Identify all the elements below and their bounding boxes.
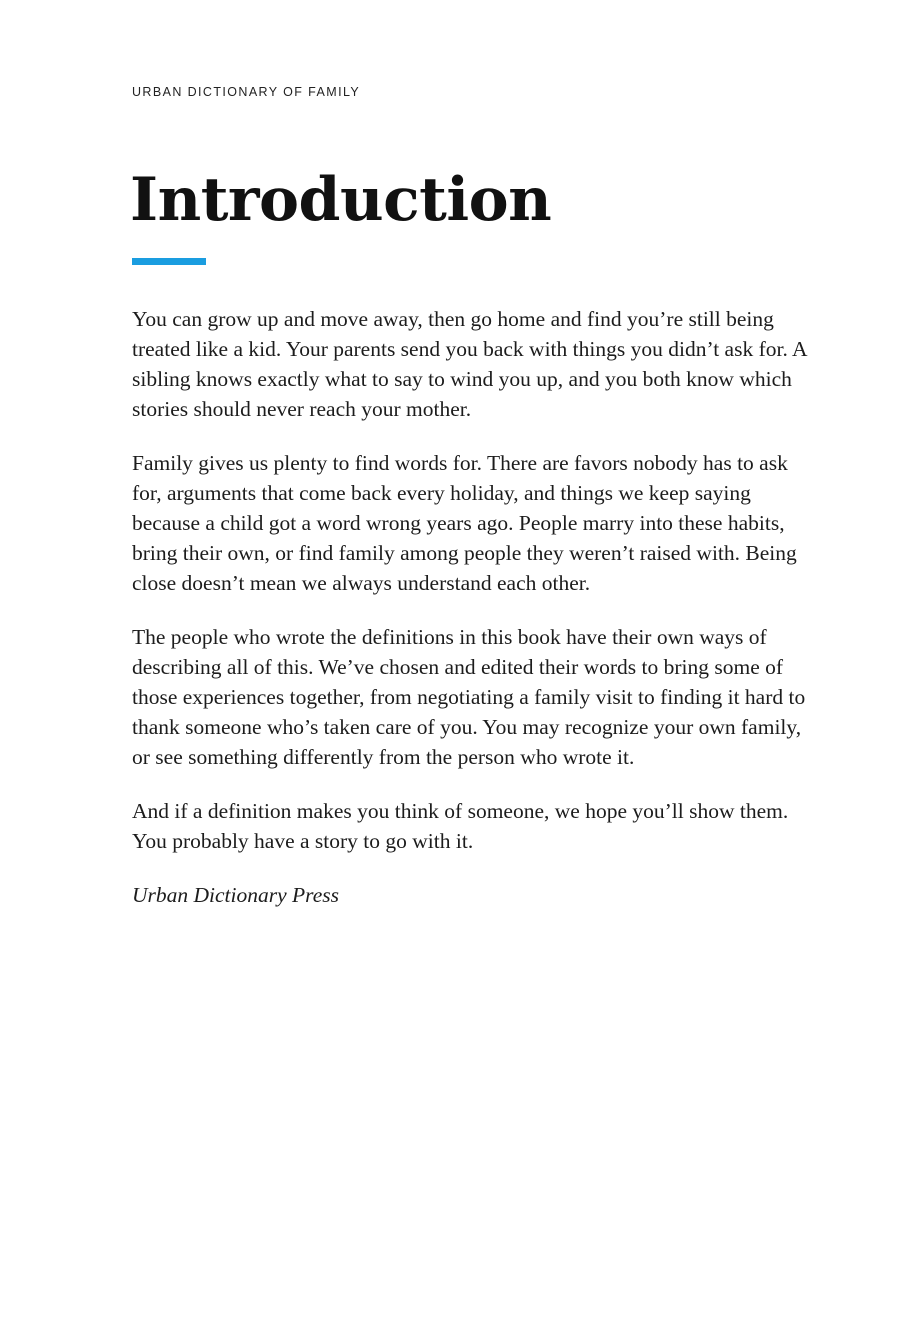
title-accent-rule bbox=[132, 258, 206, 265]
running-head: URBAN DICTIONARY OF FAMILY bbox=[132, 85, 361, 99]
paragraph: Family gives us plenty to find words for. There are favors nobody has to ask for, arguments that come back every holiday, and things we keep saying because a child got a word wrong years ago. People marry into these habits, bring their own, or find family among people they weren’t raised with. Being close doesn’t mean we always understand each other. bbox=[132, 451, 797, 595]
signature: Urban Dictionary Press bbox=[132, 883, 340, 907]
paragraph: And if a definition makes you think of someone, we hope you’ll show them. You probably have a story to go with it. bbox=[132, 799, 789, 853]
paragraph: The people who wrote the definitions in this book have their own ways of describing all of this. We’ve chosen and edited their words to bring some of those experiences together, from negotiating a family visit to finding it hard to thank someone who’s taken care of you. You may recognize your own family, or see something differently from the person who wrote it. bbox=[132, 625, 806, 769]
page-title: Introduction bbox=[130, 165, 552, 235]
body-text bbox=[132, 304, 812, 910]
paragraph: You can grow up and move away, then go home and find you’re still being treated like a kid. Your parents send you back with things you didn’t ask for. A sibling knows exactly what to say to wind you up, and you both know which stories should never reach your mother. bbox=[132, 307, 807, 421]
